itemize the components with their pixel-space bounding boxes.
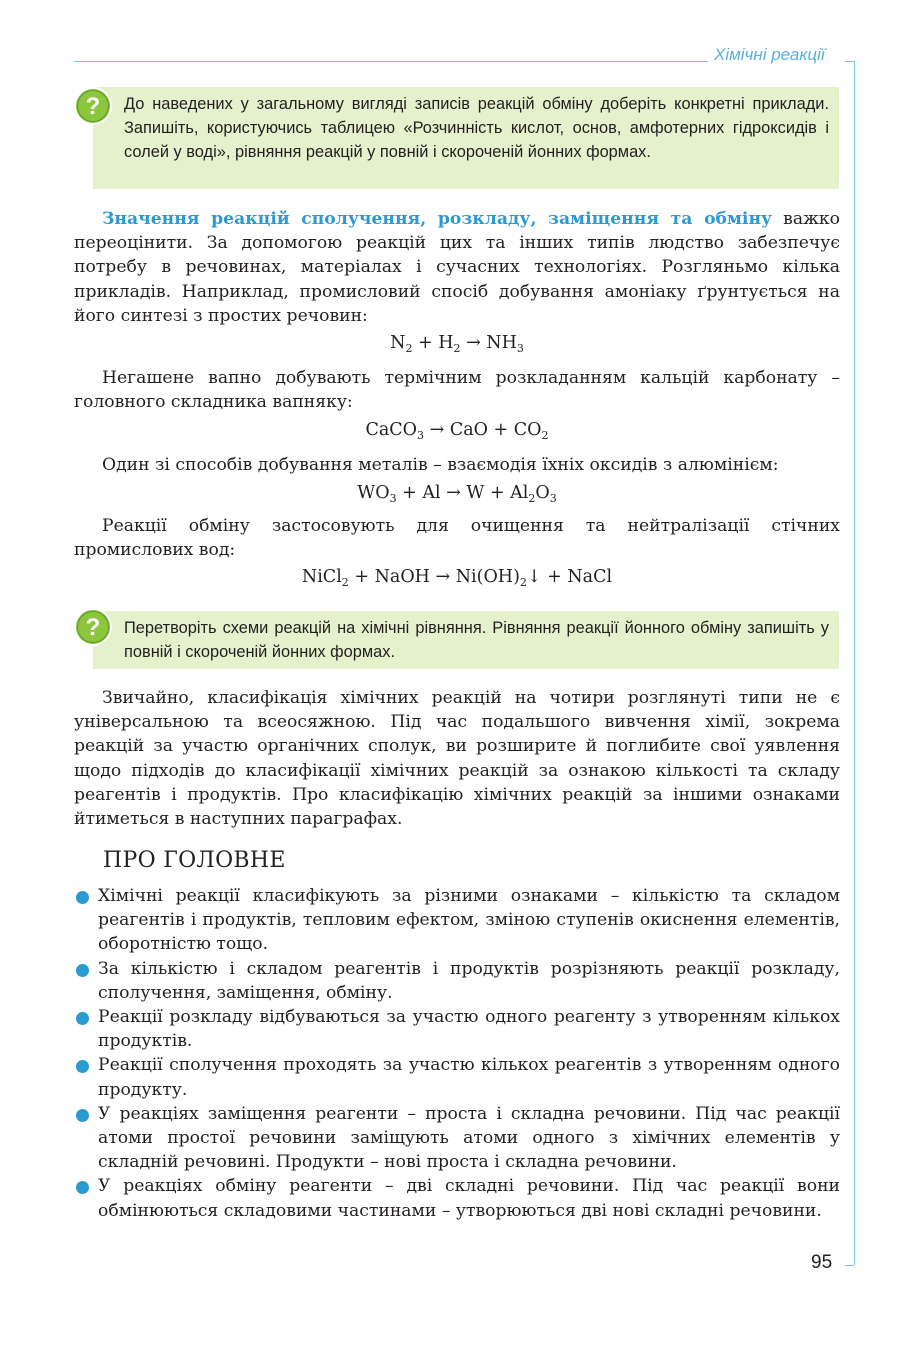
paragraph-2: Негашене вапно добувають термічним розкладанням кальцій карбонату – головного складника вапняку: xyxy=(74,368,840,413)
question-icon xyxy=(73,607,113,647)
bullet-icon xyxy=(76,1109,89,1122)
paragraph-4: Реакції обміну застосовують для очищення та нейтралізації стічних промислових вод: xyxy=(74,516,840,561)
question-icon xyxy=(73,86,113,126)
list-item: У реакціях заміщення реагенти – проста і складна речовини. Під час реакції атоми простої речовини заміщують атоми одного з хімічних елементів у складній речовині. Продукти – нові проста і складна речовини. xyxy=(74,1102,840,1175)
paragraph-3: Один зі способів добування металів – взаємодія їхніх оксидів з алюмінієм: xyxy=(102,455,779,475)
paragraph-1 xyxy=(74,207,840,328)
side-rule-tick-top xyxy=(845,61,854,62)
bullet-icon xyxy=(76,1060,89,1073)
list-item: Реакції сполучення проходять за участю кількох реагентів з утворенням одного продукту. xyxy=(74,1053,840,1101)
paragraph-1-highlight: Значення реакцій сполучення, розкладу, заміщення та обміну xyxy=(102,209,773,229)
svg-text:?: ? xyxy=(85,614,101,641)
list-item: За кількістю і складом реагентів і продуктів розрізняють реакції розкладу, сполучення, заміщення, обміну. xyxy=(74,957,840,1005)
bullet-icon xyxy=(76,964,89,977)
svg-text:?: ? xyxy=(85,93,101,120)
side-rule-tick-bottom xyxy=(845,1265,854,1266)
equation-tungsten: $WO_3 + Al \to W + Al_2O_3$ xyxy=(357,483,557,505)
side-rule xyxy=(854,61,855,1265)
task-box-2 xyxy=(93,611,839,669)
section-title: Хімічні реакції xyxy=(714,45,825,64)
paragraph-1-rest: важко переоцінити. За допомогою реакцій цих та інших типів людство забезпечує потребу в речовинах, матеріалах і сучасних технологіях. Розгляньмо кілька прикладів. Наприклад, промисловий спосіб добування амоніаку ґрунтується на його синтезі з простих речовин: xyxy=(74,209,840,326)
task-box-1 xyxy=(93,87,839,189)
bullet-icon xyxy=(76,891,89,904)
task-1-text: До наведених у загальному вигляді записів реакцій обміну доберіть конкретні приклади. Запишіть, користуючись таблицею «Розчинність кислот, основ, амфотерних гідроксидів і солей у воді», рівняння реакцій у повній і скороченій йонних формах. xyxy=(124,95,829,161)
list-item: Хімічні реакції класифікують за різними ознаками – кількістю та складом реагентів і продуктів, тепловим ефектом, зміною ступенів окиснення елементів, оборотністю тощо. xyxy=(74,884,840,957)
bullet-icon xyxy=(76,1181,89,1194)
equation-nickel: NiCl$_2$ + NaOH → $Ni(OH)_2↓$ + NaCl xyxy=(301,567,613,589)
paragraph-5: Звичайно, класифікація хімічних реакцій на чотири розглянуті типи не є універсальною та всеосяжною. Під час подальшого вивчення хімії, зокрема реакцій за участю органічних сполук, ви розширите й поглибите свої уявлення щодо підходів до класифікації хімічних реакцій за ознакою кількості та складу реагентів і продуктів. Про класифікацію хімічних реакцій за іншими ознаками йтиметься в наступних параграфах. xyxy=(74,688,840,830)
equation-lime: CaCO$_3$ → CaO + $CO_2$ xyxy=(365,420,549,442)
header-rule xyxy=(74,61,708,62)
summary-title: ПРО ГОЛОВНЕ xyxy=(103,848,286,873)
equation-ammonia: $N_2 + H_2 \to NH_3$ xyxy=(390,333,524,355)
list-item: Реакції розкладу відбуваються за участю одного реагенту з утворенням кількох продуктів. xyxy=(74,1005,840,1053)
bullet-icon xyxy=(76,1012,89,1025)
page-number: 95 xyxy=(811,1252,833,1273)
summary-list xyxy=(74,884,840,1223)
list-item: У реакціях обміну реагенти – дві складні речовини. Під час реакції вони обмінюються складовими частинами – утворюються дві нові складні речовини. xyxy=(74,1174,840,1222)
task-2-text: Перетворіть схеми реакцій на хімічні рівняння. Рівняння реакції йонного обміну запишіть у повній і скороченій йонних формах. xyxy=(124,619,829,661)
